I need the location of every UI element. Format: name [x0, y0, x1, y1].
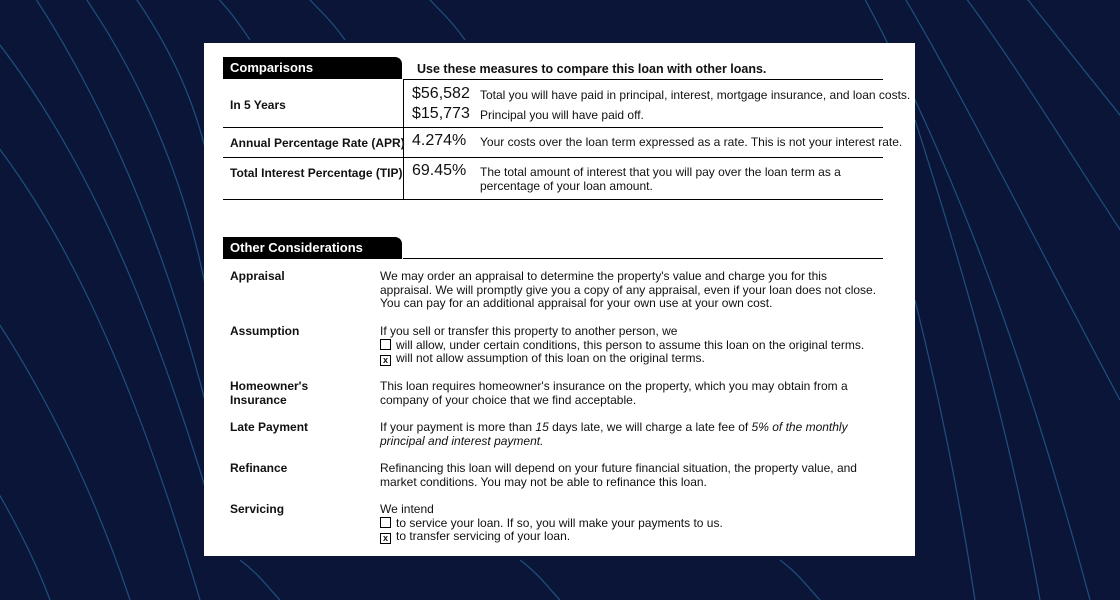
- late-payment-days: 15: [535, 420, 549, 434]
- loan-estimate-page: [204, 43, 915, 556]
- tip-value: 69.45%: [412, 162, 467, 179]
- tip-desc-line: The total amount of interest that you will pay over the loan term as a: [480, 165, 841, 179]
- assumption-intro: If you sell or transfer this property to another person, we: [380, 324, 678, 338]
- principal-paid-value: $15,773: [412, 105, 470, 122]
- checkbox-unchecked[interactable]: [380, 517, 391, 528]
- late-fee-line: principal and interest payment.: [380, 433, 544, 448]
- assumption-option-allow: [380, 339, 880, 353]
- late-payment-mid: days late, we will charge a late fee of: [548, 420, 752, 434]
- servicing-option-service-text: to service your loan. If so, you will make your payments to us.: [396, 515, 723, 530]
- insurance-label-line: Homeowner's: [230, 379, 309, 393]
- appraisal-line: You can pay for an additional appraisal for your own use at your own cost.: [380, 296, 773, 310]
- checkbox-checked[interactable]: x: [380, 533, 391, 544]
- late-payment-label: Late Payment: [230, 420, 309, 434]
- total-paid-desc: Total you will have paid in principal, interest, mortgage insurance, and loan costs.: [480, 88, 911, 102]
- servicing-option-service: [380, 517, 880, 531]
- assumption-option-allow-text: will allow, under certain conditions, this person to assume this loan on the original terms.: [396, 337, 865, 352]
- apr-label: Annual Percentage Rate (APR): [230, 136, 405, 150]
- refinance-line: Refinancing this loan will depend on your future financial situation, the property value, and: [380, 461, 857, 475]
- checkbox-unchecked[interactable]: [380, 339, 391, 350]
- insurance-label: [230, 380, 360, 407]
- insurance-label-line: Insurance: [230, 392, 287, 407]
- row-tip: [223, 158, 883, 200]
- servicing-intro: We intend: [380, 502, 434, 516]
- row-apr: [223, 128, 903, 158]
- refinance-text: [380, 462, 880, 489]
- refinance-line: market conditions. You may not be able to refinance this loan.: [380, 474, 707, 489]
- other-considerations-header: Other Considerations: [223, 237, 402, 259]
- assumption-label: Assumption: [230, 324, 300, 338]
- comparisons-lead: Use these measures to compare this loan with other loans.: [417, 62, 767, 76]
- appraisal-label: Appraisal: [230, 269, 285, 283]
- comparisons-header: Comparisons: [223, 57, 402, 79]
- insurance-text: [380, 380, 880, 407]
- late-payment-text: [380, 421, 880, 448]
- assumption-option-not-allow: [380, 352, 880, 366]
- tip-label: Total Interest Percentage (TIP): [230, 166, 403, 180]
- total-paid-value: $56,582: [412, 85, 470, 102]
- late-payment-pre: If your payment is more than: [380, 420, 536, 434]
- servicing-label: Servicing: [230, 502, 285, 516]
- late-fee-line: 5% of the monthly: [751, 420, 848, 434]
- assumption-option-not-allow-text: will not allow assumption of this loan on the original terms.: [396, 351, 705, 365]
- tip-desc-line: percentage of your loan amount.: [480, 178, 653, 193]
- late-payment-line: [380, 421, 880, 435]
- insurance-line: This loan requires homeowner's insurance on the property, which you may obtain from a: [380, 379, 848, 393]
- servicing-option-transfer: [380, 530, 880, 544]
- servicing-text: [380, 503, 880, 544]
- principal-paid-desc: Principal you will have paid off.: [480, 108, 644, 122]
- in-5-years-label: In 5 Years: [230, 98, 286, 112]
- other-considerations-rule: [403, 258, 883, 259]
- late-payment-line: [380, 435, 880, 449]
- appraisal-text: [380, 270, 880, 311]
- insurance-line: company of your choice that we find acceptable.: [380, 392, 637, 407]
- refinance-label: Refinance: [230, 461, 288, 475]
- appraisal-line: We may order an appraisal to determine the property's value and charge you for this: [380, 269, 827, 283]
- apr-desc: Your costs over the loan term expressed as a rate. This is not your interest rate.: [480, 135, 903, 149]
- appraisal-line: appraisal. We will promptly give you a copy of any appraisal, even if your loan does not close.: [380, 282, 877, 297]
- apr-value: 4.274%: [412, 132, 467, 149]
- servicing-option-transfer-text: to transfer servicing of your loan.: [396, 529, 571, 543]
- tip-desc: [480, 166, 841, 193]
- assumption-text: [380, 325, 880, 366]
- checkbox-checked[interactable]: x: [380, 355, 391, 366]
- row-in-5-years: [223, 80, 911, 128]
